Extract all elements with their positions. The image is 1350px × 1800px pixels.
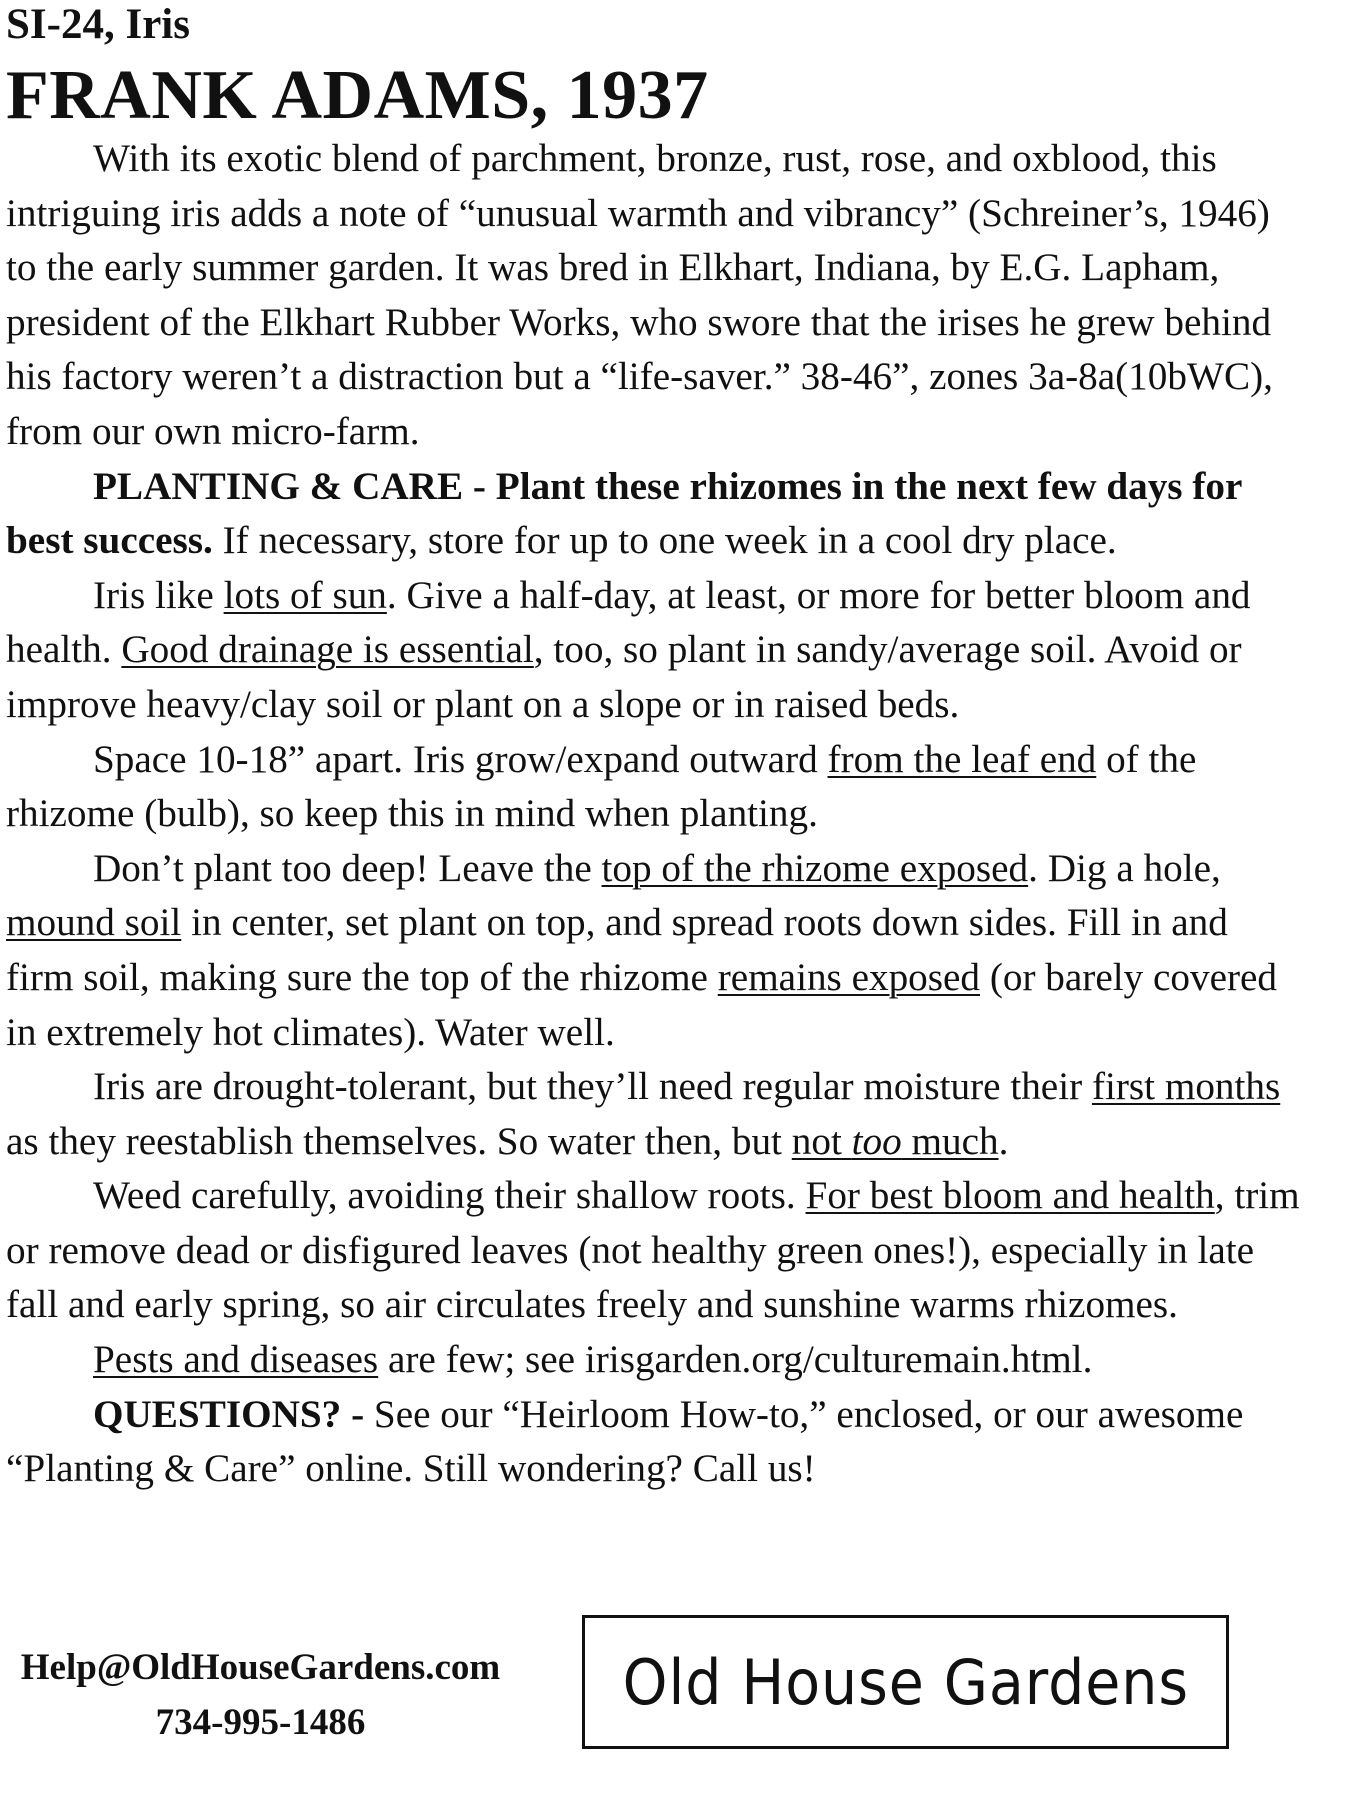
body-text xyxy=(6,132,1301,1497)
weed-paragraph xyxy=(6,1169,1301,1333)
questions-paragraph xyxy=(6,1388,1301,1497)
depth-underline-1: top of the rhizome exposed xyxy=(601,846,1029,890)
planting-text: If necessary, store for up to one week in a cool dry place. xyxy=(212,519,1117,563)
questions-label: QUESTIONS? - xyxy=(93,1392,374,1436)
water-underline-2 xyxy=(792,1120,999,1163)
water-text-2: as they reestablish themselves. So water then, but xyxy=(6,1119,792,1163)
planting-label: PLANTING & CARE - xyxy=(93,464,496,508)
sun-underline-2: Good drainage is essential xyxy=(121,628,534,672)
sun-underline-1: lots of sun xyxy=(223,573,387,617)
logo-text: Old House Gardens xyxy=(622,1645,1189,1719)
depth-underline-3: remains exposed xyxy=(717,955,981,999)
depth-underline-2: mound soil xyxy=(6,901,182,945)
water-paragraph xyxy=(6,1060,1301,1169)
planting-bold-text: Plant these rhizomes in the next few days for best success. xyxy=(6,464,1242,563)
questions-text: See our “Heirloom How-to,” enclosed, or our awesome “Planting & Care” online. Still wondering? Call us! xyxy=(6,1392,1244,1491)
water-underline-2c: much xyxy=(901,1119,999,1163)
space-text-1: Space 10-18” apart. Iris grow/expand outward xyxy=(93,737,828,781)
depth-paragraph xyxy=(6,842,1301,1060)
product-code: SI-24, Iris xyxy=(6,1,190,48)
water-underline-1: first months xyxy=(1091,1065,1281,1109)
pests-paragraph xyxy=(6,1333,1301,1388)
water-underline-2b: too xyxy=(851,1119,902,1163)
water-text-3: . xyxy=(998,1119,1009,1163)
sun-text-1: Iris like xyxy=(93,573,224,617)
space-underline-1: from the leaf end xyxy=(827,737,1097,781)
depth-text-1: Don’t plant too deep! Leave the xyxy=(93,846,602,890)
contact-email[interactable]: Help@OldHouseGardens.com xyxy=(20,1647,501,1688)
intro-paragraph xyxy=(6,132,1301,460)
space-paragraph xyxy=(6,733,1301,842)
page-title: FRANK ADAMS, 1937 xyxy=(6,57,709,134)
sun-text-3: , too, so plant in sandy/average soil. Avoid or improve heavy/clay soil or plant on a slope or in raised beds. xyxy=(6,628,1242,726)
weed-underline-1: For best bloom and health xyxy=(805,1174,1215,1218)
depth-text-4: (or barely covered in extremely hot climates). Water well. xyxy=(6,955,1278,1054)
weed-text-2: , trim or remove dead or disfigured leaves (not healthy green ones!), especially in late fall and early spring, so air circulates freely and sunshine warms rhizomes. xyxy=(6,1174,1300,1327)
water-text-1: Iris are drought-tolerant, but they’ll need regular moisture their xyxy=(93,1065,1092,1109)
pests-underline-1: Pests and diseases xyxy=(93,1338,379,1382)
planting-paragraph xyxy=(6,460,1301,569)
sun-text-2: . Give a half-day, at least, or more for better bloom and health. xyxy=(6,573,1251,672)
depth-text-3: in center, set plant on top, and spread roots down sides. Fill in and firm soil, making sure the top of the rhizome xyxy=(6,901,1228,999)
intro-text: With its exotic blend of parchment, bronze, rust, rose, and oxblood, this intriguing iris adds a note of “unusual warmth and vibrancy” (Schreiner’s, 1946) to the early summer garden. It was bred in Elkhart, Indiana, by E.G. Lapham, president of the Elkhart Rubber Works, who swore that the irises he grew behind his factory weren’t a distraction but a “life-saver.” 38-46”, zones 3a-8a(10bWC), from our own micro-farm. xyxy=(6,137,1273,453)
pests-text-1: are few; see irisgarden.org/culturemain.html. xyxy=(378,1338,1093,1382)
depth-text-2: . Dig a hole, xyxy=(1028,846,1221,890)
sun-paragraph xyxy=(6,569,1301,733)
space-text-2: of the rhizome (bulb), so keep this in mind when planting. xyxy=(6,737,1197,836)
contact-phone[interactable]: 734-995-1486 xyxy=(155,1702,366,1743)
contact-block xyxy=(8,1640,513,1750)
logo-box xyxy=(582,1615,1229,1749)
water-underline-2a: not xyxy=(791,1119,852,1163)
weed-text-1: Weed carefully, avoiding their shallow roots. xyxy=(93,1174,806,1218)
